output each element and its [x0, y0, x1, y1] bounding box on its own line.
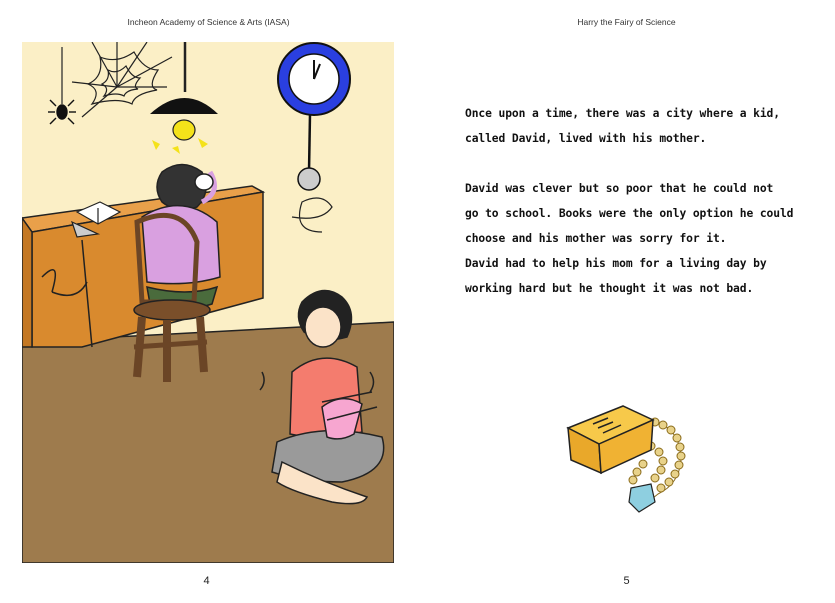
- story-illustration: [22, 42, 394, 563]
- left-page-header: Incheon Academy of Science & Arts (IASA): [127, 17, 290, 27]
- story-line: choose and his mother was sorry for it.: [465, 232, 727, 245]
- right-page-header: Harry the Fairy of Science: [577, 17, 676, 27]
- story-line: Once upon a time, there was a city where a kid,: [465, 107, 780, 120]
- story-text: [465, 101, 805, 326]
- left-page-number: 4: [203, 575, 210, 587]
- gift-illustration: [563, 398, 693, 526]
- right-page-number: 5: [623, 575, 630, 587]
- story-paragraph-1: [465, 101, 805, 151]
- story-paragraph-3: [465, 251, 805, 301]
- story-line: David was clever but so poor that he could not: [465, 182, 774, 195]
- story-paragraph-2: [465, 176, 805, 251]
- story-line: called David, lived with his mother.: [465, 132, 707, 145]
- story-line: go to school. Books were the only option he could: [465, 207, 794, 220]
- pendant-icon: [629, 484, 655, 512]
- right-page: [418, 0, 835, 603]
- left-page: [0, 0, 417, 603]
- story-line: working hard but he thought it was not bad.: [465, 282, 754, 295]
- story-line: David had to help his mom for a living day by: [465, 257, 767, 270]
